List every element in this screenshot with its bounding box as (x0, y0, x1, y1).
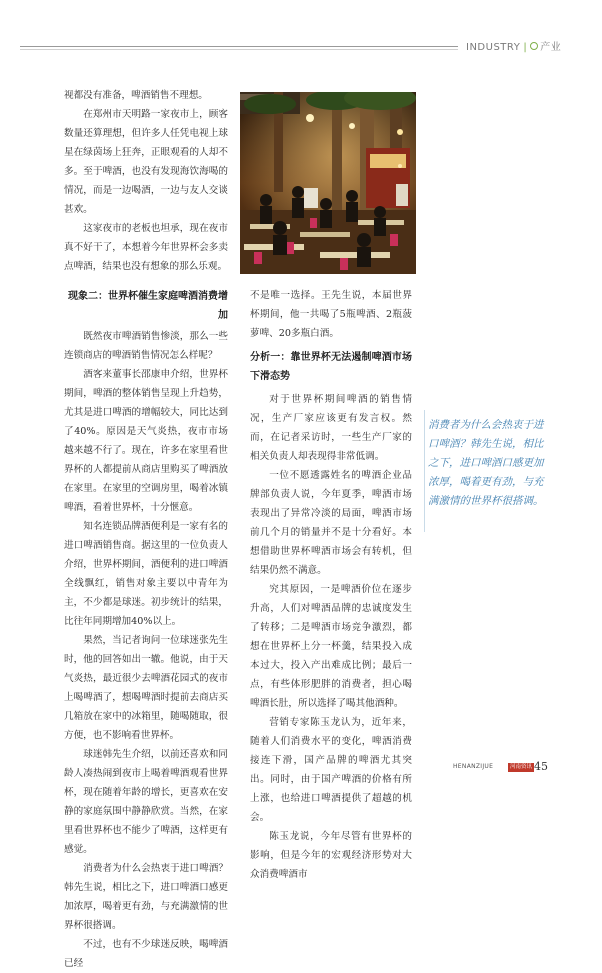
night-market-photo-illustration (240, 92, 416, 274)
pullquote-rule (424, 410, 425, 532)
col1-paragraph-9: 不过，也有不少球迷反映，喝啤酒已经 (64, 939, 228, 969)
article-column-1 (64, 86, 228, 973)
page-number: 45 (534, 760, 548, 773)
col1-paragraph-1: 在郑州市天明路一家夜市上，顾客数量还算理想，但许多人任凭电视上球星在绿茵场上狂奔，正眼观看的人却不多。至于啤酒，也没有发现海饮海喝的情况，而是一边喝酒，一边与友人交谈甚欢。 (64, 109, 228, 215)
section-divider: | (523, 42, 528, 53)
section-label-cn: 产业 (540, 42, 562, 53)
col1-paragraph-8: 消费者为什么会热衷于进口啤酒？韩先生说，相比之下，进口啤酒口感更加浓厚，喝着更有劲，与充满激情的世界杯很搭调。 (64, 863, 228, 931)
col2-paragraph-4: 营销专家陈玉龙认为，近年来，随着人们消费水平的变化，啤酒消费接连下滑，国产品牌的啤酒尤其突出。同时，由于国产啤酒的价格有所上涨，也给进口啤酒提供了超越的机会。 (250, 717, 412, 823)
section-label (466, 38, 561, 53)
col2-paragraph-5: 陈玉龙说，今年尽管有世界杯的影响，但是今年的宏观经济形势对大众消费啤酒市 (250, 831, 412, 880)
col1-paragraph-7: 球迷韩先生介绍，以前还喜欢和同龄人凑热闹到夜市上喝着啤酒观看世界杯，现在随着年龄的增长，更喜欢在安静的家庭氛围中静静欣赏。当然，在家里看世界杯也不能少了啤酒，这样更有感觉。 (64, 749, 228, 855)
page-header (0, 34, 602, 54)
footer-brand: HENANZIJUE (453, 763, 494, 770)
col1-paragraph-0: 视都没有准备，啤酒销售不理想。 (64, 90, 208, 101)
subheading-phenomenon-2: 现象二：世界杯催生家庭啤酒消费增加 (68, 291, 228, 321)
subheading-analysis-1: 分析一：靠世界杯无法遏制啤酒市场下滑态势 (250, 352, 412, 382)
header-rule-secondary (20, 49, 458, 50)
page-footer (0, 760, 602, 780)
section-dot-icon (530, 42, 538, 50)
col2-paragraph-2: 一位不愿透露姓名的啤酒企业品牌部负责人说，今年夏季，啤酒市场表现出了异常冷淡的局面，啤酒市场前几个月的销量并不是十分看好。本想借助世界杯啤酒市场会有转机，但结果仍然不满意。 (250, 470, 412, 576)
night-market-photo (240, 92, 416, 274)
col1-paragraph-6: 果然，当记者询问一位球迷张先生时，他的回答如出一辙。他说，由于天气炎热，最近很少去啤酒花园式的夜市上喝啤酒了，想喝啤酒时提前去商店买几箱放在家中的冰箱里，随喝随取，很方便，也不影响看世界杯。 (64, 635, 228, 741)
header-rule (20, 46, 458, 47)
col2-paragraph-0: 不是唯一选择。王先生说，本届世界杯期间，他一共喝了5瓶啤酒、2瓶菠萝啤、20多瓶白酒。 (250, 290, 412, 339)
col1-paragraph-3: 既然夜市啤酒销售惨淡，那么一些连锁商店的啤酒销售情况怎么样呢？ (64, 331, 228, 361)
article-column-2 (250, 286, 412, 884)
footer-tag: 河南资讯 (510, 764, 533, 770)
col1-paragraph-5: 知名连锁品牌酒便利是一家有名的进口啤酒销售商。据这里的一位负责人介绍，世界杯期间，酒便利的进口啤酒全线飘红，销售对象主要以中青年为主，不少都是球迷。初步统计的结果，比往年同期增加40%以上。 (64, 521, 228, 627)
col2-paragraph-1: 对于世界杯期间啤酒的销售情况，生产厂家应该更有发言权。然而，在记者采访时，一些生产厂家的相关负责人却表现得非常低调。 (250, 394, 412, 462)
col2-paragraph-3: 究其原因，一是啤酒价位在逐步升高，人们对啤酒品牌的忠诚度发生了转移；二是啤酒市场竞争激烈，都想在世界杯上分一杯羹，结果投入成本过大，投入产出难成比例；最后一点，有些体形肥胖的消费者，担心喝啤酒长肚，所以选择了喝其他酒种。 (250, 584, 412, 709)
col1-paragraph-4: 酒客来董事长邵康申介绍，世界杯期间，啤酒的整体销售呈现上升趋势，尤其是进口啤酒的增幅较大，同比达到了40%。原因是天气炎热，夜市市场越来越不行了。现在，许多在家里看世界杯的人都提前从商店里购买了啤酒放在家里。在家里的空调房里，喝着冰镇啤酒，看着世界杯，十分惬意。 (64, 369, 228, 513)
section-label-en: INDUSTRY (466, 42, 521, 53)
pullquote: 消费者为什么会热衷于进口啤酒？韩先生说，相比之下，进口啤酒口感更加浓厚，喝着更有劲，与充满激情的世界杯很搭调。 (428, 419, 544, 507)
col1-paragraph-2: 这家夜市的老板也坦承，现在夜市真不好干了，本想着今年世界杯会多卖点啤酒，结果也没有想象的那么乐观。 (64, 223, 228, 272)
